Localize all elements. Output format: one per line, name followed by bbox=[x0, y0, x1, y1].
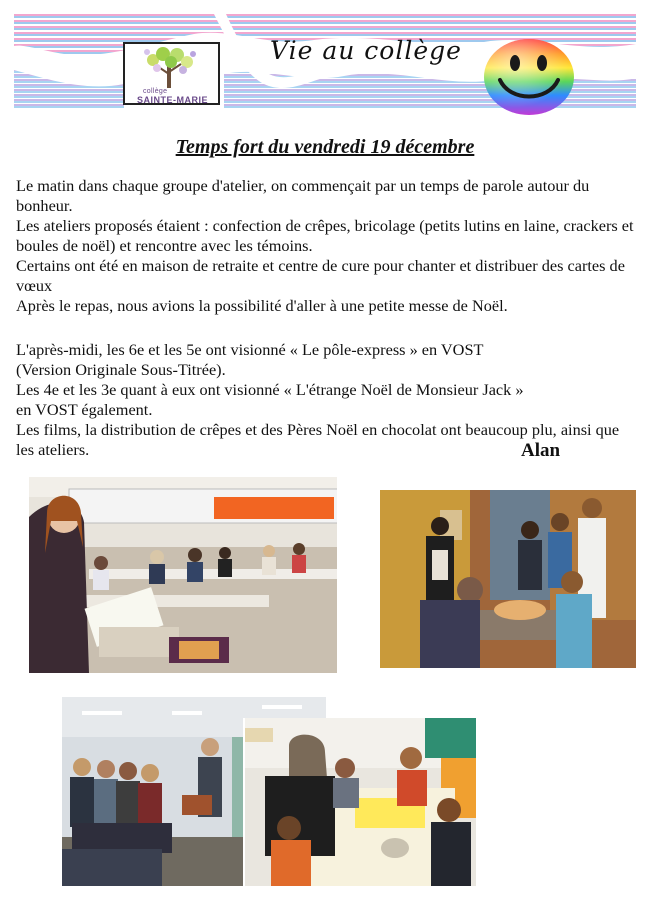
tree-logo-icon bbox=[127, 46, 217, 90]
logo-text-college: collège bbox=[143, 88, 168, 95]
text-line: Les ateliers proposés étaient : confection de crêpes, bricolage (petits lutins en laine, crackers et boules de noël) et rencontre avec les témoins. bbox=[16, 216, 634, 255]
article-heading: Temps fort du vendredi 19 décembre bbox=[175, 136, 475, 158]
classroom-workshop-photo bbox=[29, 477, 337, 673]
text-line: Après le repas, nous avions la possibilité d'aller à une petite messe de Noël. bbox=[16, 296, 508, 315]
article-author: Alan bbox=[521, 440, 561, 461]
rainbow-smiley-icon bbox=[482, 36, 578, 118]
text-line: (Version Originale Sous-Titrée). bbox=[16, 360, 226, 379]
banner-title: Vie au collège bbox=[270, 36, 462, 65]
school-logo bbox=[123, 42, 220, 105]
article-paragraph-morning bbox=[16, 176, 641, 316]
text-line: Le matin dans chaque groupe d'atelier, on commençait par un temps de parole autour du bonheur. bbox=[16, 176, 590, 215]
crafts-table-photo bbox=[245, 718, 476, 886]
text-line: Les films, la distribution de crêpes et des Pères Noël en chocolat ont beaucoup plu, ainsi que les ateliers. bbox=[16, 420, 620, 459]
text-line: L'après-midi, les 6e et les 5e ont visionné « Le pôle-express » en VOST bbox=[16, 340, 484, 359]
text-line: Certains ont été en maison de retraite et centre de cure pour chanter et distribuer des cartes de vœux bbox=[16, 256, 625, 295]
text-line: Les 4e et les 3e quant à eux ont visionné « L'étrange Noël de Monsieur Jack » bbox=[16, 380, 524, 399]
logo-text-school-name: SAINTE-MARIE bbox=[137, 95, 208, 105]
text-line: en VOST également. bbox=[16, 400, 153, 419]
crepe-making-photo bbox=[380, 490, 636, 668]
